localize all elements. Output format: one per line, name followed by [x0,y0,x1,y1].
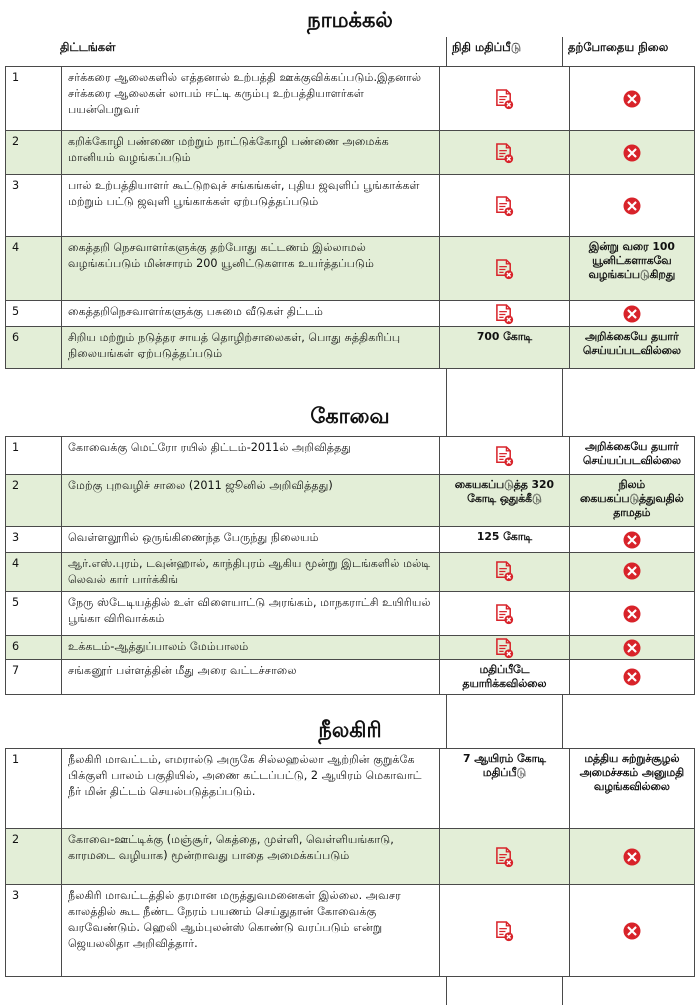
column-header-scheme: திட்டங்கள் [60,40,116,54]
current-status-cell [569,327,694,369]
fund-estimate-cell [440,475,569,527]
table-row [6,829,695,885]
scheme-description: கைத்தறி நெசவாளர்களுக்கு தற்போது கட்டணம் இல்லாமல் வழங்கப்படும் மின்சாரம் 200 யூனிட்டுகளாக உயர்த்தப்படும் [62,237,440,301]
current-status-cell [569,636,694,660]
red-x-icon [623,562,641,580]
scheme-description: நீலகிரி மாவட்டம், எமரால்டு அருகே சில்லஹல்லா ஆற்றின் குறுக்கே பிக்குளி பாலம் பகுதியில், அணை கட்டப்பட்டு, 2 ஆயிரம் மெகாவாட் நீர் மின் திட்டம் செயல்படுத்தப்படும். [62,749,440,829]
fund-estimate-text: 7 ஆயிரம் கோடி மதிப்பீடு [462,752,546,779]
table-row [6,553,695,592]
document-x-icon [495,89,514,110]
row-number: 5 [6,592,62,636]
column-header-status: தற்போதைய நிலை [568,40,669,54]
scheme-description: சிறிய மற்றும் நடுத்தர சாயத் தொழிற்சாலைகள், பொது சுத்திகரிப்பு நிலையங்கள் ஏற்படுத்தப்படும் [62,327,440,369]
table-row [6,175,695,237]
document-x-icon [495,196,514,217]
current-status-cell [569,475,694,527]
fund-estimate-cell [440,527,569,553]
current-status-cell [569,660,694,695]
current-status-text: மத்திய சுற்றுச்சூழல் அமைச்சகம் அனுமதி வழங்கவில்லை [579,752,684,793]
current-status-cell [569,592,694,636]
fund-estimate-cell [440,885,569,977]
current-status-text: அறிக்கையே தயார் செய்யப்படவில்லை [582,330,681,357]
scheme-description: கறிக்கோழி பண்ணை மற்றும் நாட்டுக்கோழி பண்ணை அமைக்க மானியம் வழங்கப்படும் [62,131,440,175]
document-x-icon [495,847,514,868]
current-status-cell [569,553,694,592]
fund-estimate-cell [440,327,569,369]
column-header-fund: நிதி மதிப்பீடு [452,40,522,54]
fund-estimate-cell [440,829,569,885]
red-x-icon [623,668,641,686]
red-x-icon [623,639,641,657]
fund-estimate-cell [440,553,569,592]
row-number: 3 [6,175,62,237]
nilgiris-table [5,748,695,977]
document-x-icon [495,604,514,625]
scheme-description: சங்கனூர் பள்ளத்தின் மீது அரை வட்டச்சாலை [62,660,440,695]
current-status-cell [569,131,694,175]
table-row [6,301,695,327]
document-x-icon [495,446,514,467]
current-status-cell [569,749,694,829]
table-row [6,237,695,301]
current-status-cell [569,829,694,885]
table-row [6,749,695,829]
red-x-icon [623,144,641,162]
table-row [6,67,695,131]
fund-estimate-cell [440,660,569,695]
row-number: 6 [6,327,62,369]
section-title-namakkal: நாமக்கல் [307,8,393,32]
fund-estimate-cell [440,437,569,475]
scheme-description: சர்க்கரை ஆலைகளில் எத்தனால் உற்பத்தி ஊக்குவிக்கப்படும்.இதனால் சர்க்கரை ஆலைகள் லாபம் ஈட்டி கரும்பு உற்பத்தியாளர்கள் பயன்பெறுவர் [62,67,440,131]
fund-estimate-cell [440,636,569,660]
fund-estimate-text: மதிப்பீடே தயாரிக்கவில்லை [462,663,547,690]
current-status-cell [569,175,694,237]
scheme-description: உக்கடம்-ஆத்துப்பாலம் மேம்பாலம் [62,636,440,660]
current-status-cell [569,527,694,553]
current-status-cell [569,437,694,475]
row-number: 2 [6,131,62,175]
row-number: 1 [6,67,62,131]
section-title-kovai: கோவை [310,404,390,428]
row-number: 3 [6,885,62,977]
red-x-icon [623,305,641,323]
scheme-description: கைத்தறிநெசவாளர்களுக்கு பசுமை வீடுகள் திட்டம் [62,301,440,327]
current-status-cell [569,885,694,977]
current-status-cell [569,237,694,301]
row-number: 7 [6,660,62,695]
document-x-icon [495,561,514,582]
current-status-text: அறிக்கையே தயார் செய்யப்படவில்லை [582,440,681,467]
row-number: 6 [6,636,62,660]
current-status-cell [569,301,694,327]
red-x-icon [623,531,641,549]
fund-estimate-text: 125 கோடி [476,530,532,543]
namakkal-table [5,66,695,369]
document-x-icon [495,304,514,325]
fund-estimate-text: கையகப்படுத்த 320 கோடி ஒதுக்கீடு [454,478,555,505]
table-row [6,885,695,977]
scheme-description: கோவை-ஊட்டிக்கு (மஞ்சூர், கெத்தை, முள்ளி, வெள்ளியங்காடு, காரமடை வழியாக) மூன்றாவது பாதை அமைக்கப்படும் [62,829,440,885]
row-number: 4 [6,237,62,301]
fund-estimate-cell [440,237,569,301]
row-number: 3 [6,527,62,553]
red-x-icon [623,90,641,108]
fund-estimate-cell [440,175,569,237]
fund-estimate-cell [440,749,569,829]
table-row [6,660,695,695]
current-status-cell [569,67,694,131]
scheme-description: மேற்கு புறவழிச் சாலை (2011 ஜூனில் அறிவித்தது) [62,475,440,527]
scheme-description: பால் உற்பத்தியாளர் கூட்டுறவுச் சங்கங்கள், புதிய ஜவுளிப் பூங்காக்கள் மற்றும் பட்டு ஜவுளி பூங்காக்கள் ஏற்படுத்தப்படும் [62,175,440,237]
scheme-description: நீலகிரி மாவட்டத்தில் தரமான மருத்துவமனைகள் இல்லை. அவசர காலத்தில் கூட நீண்ட நேரம் பயணம் செய்துதான் கோவைக்கு வரவேண்டும். ஹெலி ஆம்புலன்ஸ் கொண்டு வரப்படும் என்று ஜெயலலிதா அறிவித்தார். [62,885,440,977]
row-number: 2 [6,829,62,885]
section-title-nilgiris: நீலகிரி [318,718,382,742]
fund-estimate-cell [440,131,569,175]
scheme-description: வெள்ளலூரில் ஒருங்கிணைந்த பேருந்து நிலையம் [62,527,440,553]
table-row [6,437,695,475]
table-row [6,592,695,636]
fund-estimate-text: 700 கோடி [476,330,532,343]
table-row [6,131,695,175]
kovai-table [5,436,695,695]
red-x-icon [623,197,641,215]
table-row [6,475,695,527]
row-number: 5 [6,301,62,327]
red-x-icon [623,848,641,866]
document-x-icon [495,259,514,280]
table-row [6,327,695,369]
row-number: 2 [6,475,62,527]
red-x-icon [623,922,641,940]
document-x-icon [495,143,514,164]
scheme-description: நேரு ஸ்டேடியத்தில் உள் விளையாட்டு அரங்கம், மாநகராட்சி உயிரியல் பூங்கா விரிவாக்கம் [62,592,440,636]
table-row [6,636,695,660]
fund-estimate-cell [440,592,569,636]
current-status-text: நிலம் கையகப்படுத்துவதில் தாமதம் [580,478,684,519]
scheme-description: ஆர்.எஸ்.புரம், டவுன்ஹால், காந்திபுரம் ஆகிய மூன்று இடங்களில் மல்டி லெவல் கார் பார்க்கிங் [62,553,440,592]
red-x-icon [623,605,641,623]
row-number: 1 [6,437,62,475]
fund-estimate-cell [440,301,569,327]
fund-estimate-cell [440,67,569,131]
table-row [6,527,695,553]
document-x-icon [495,921,514,942]
current-status-text: இன்று வரை 100 யூனிட்களாகவே வழங்கப்படுகிறது [588,240,676,281]
scheme-description: கோவைக்கு மெட்ரோ ரயில் திட்டம்-2011ல் அறிவித்தது [62,437,440,475]
document-x-icon [495,638,514,659]
row-number: 4 [6,553,62,592]
row-number: 1 [6,749,62,829]
